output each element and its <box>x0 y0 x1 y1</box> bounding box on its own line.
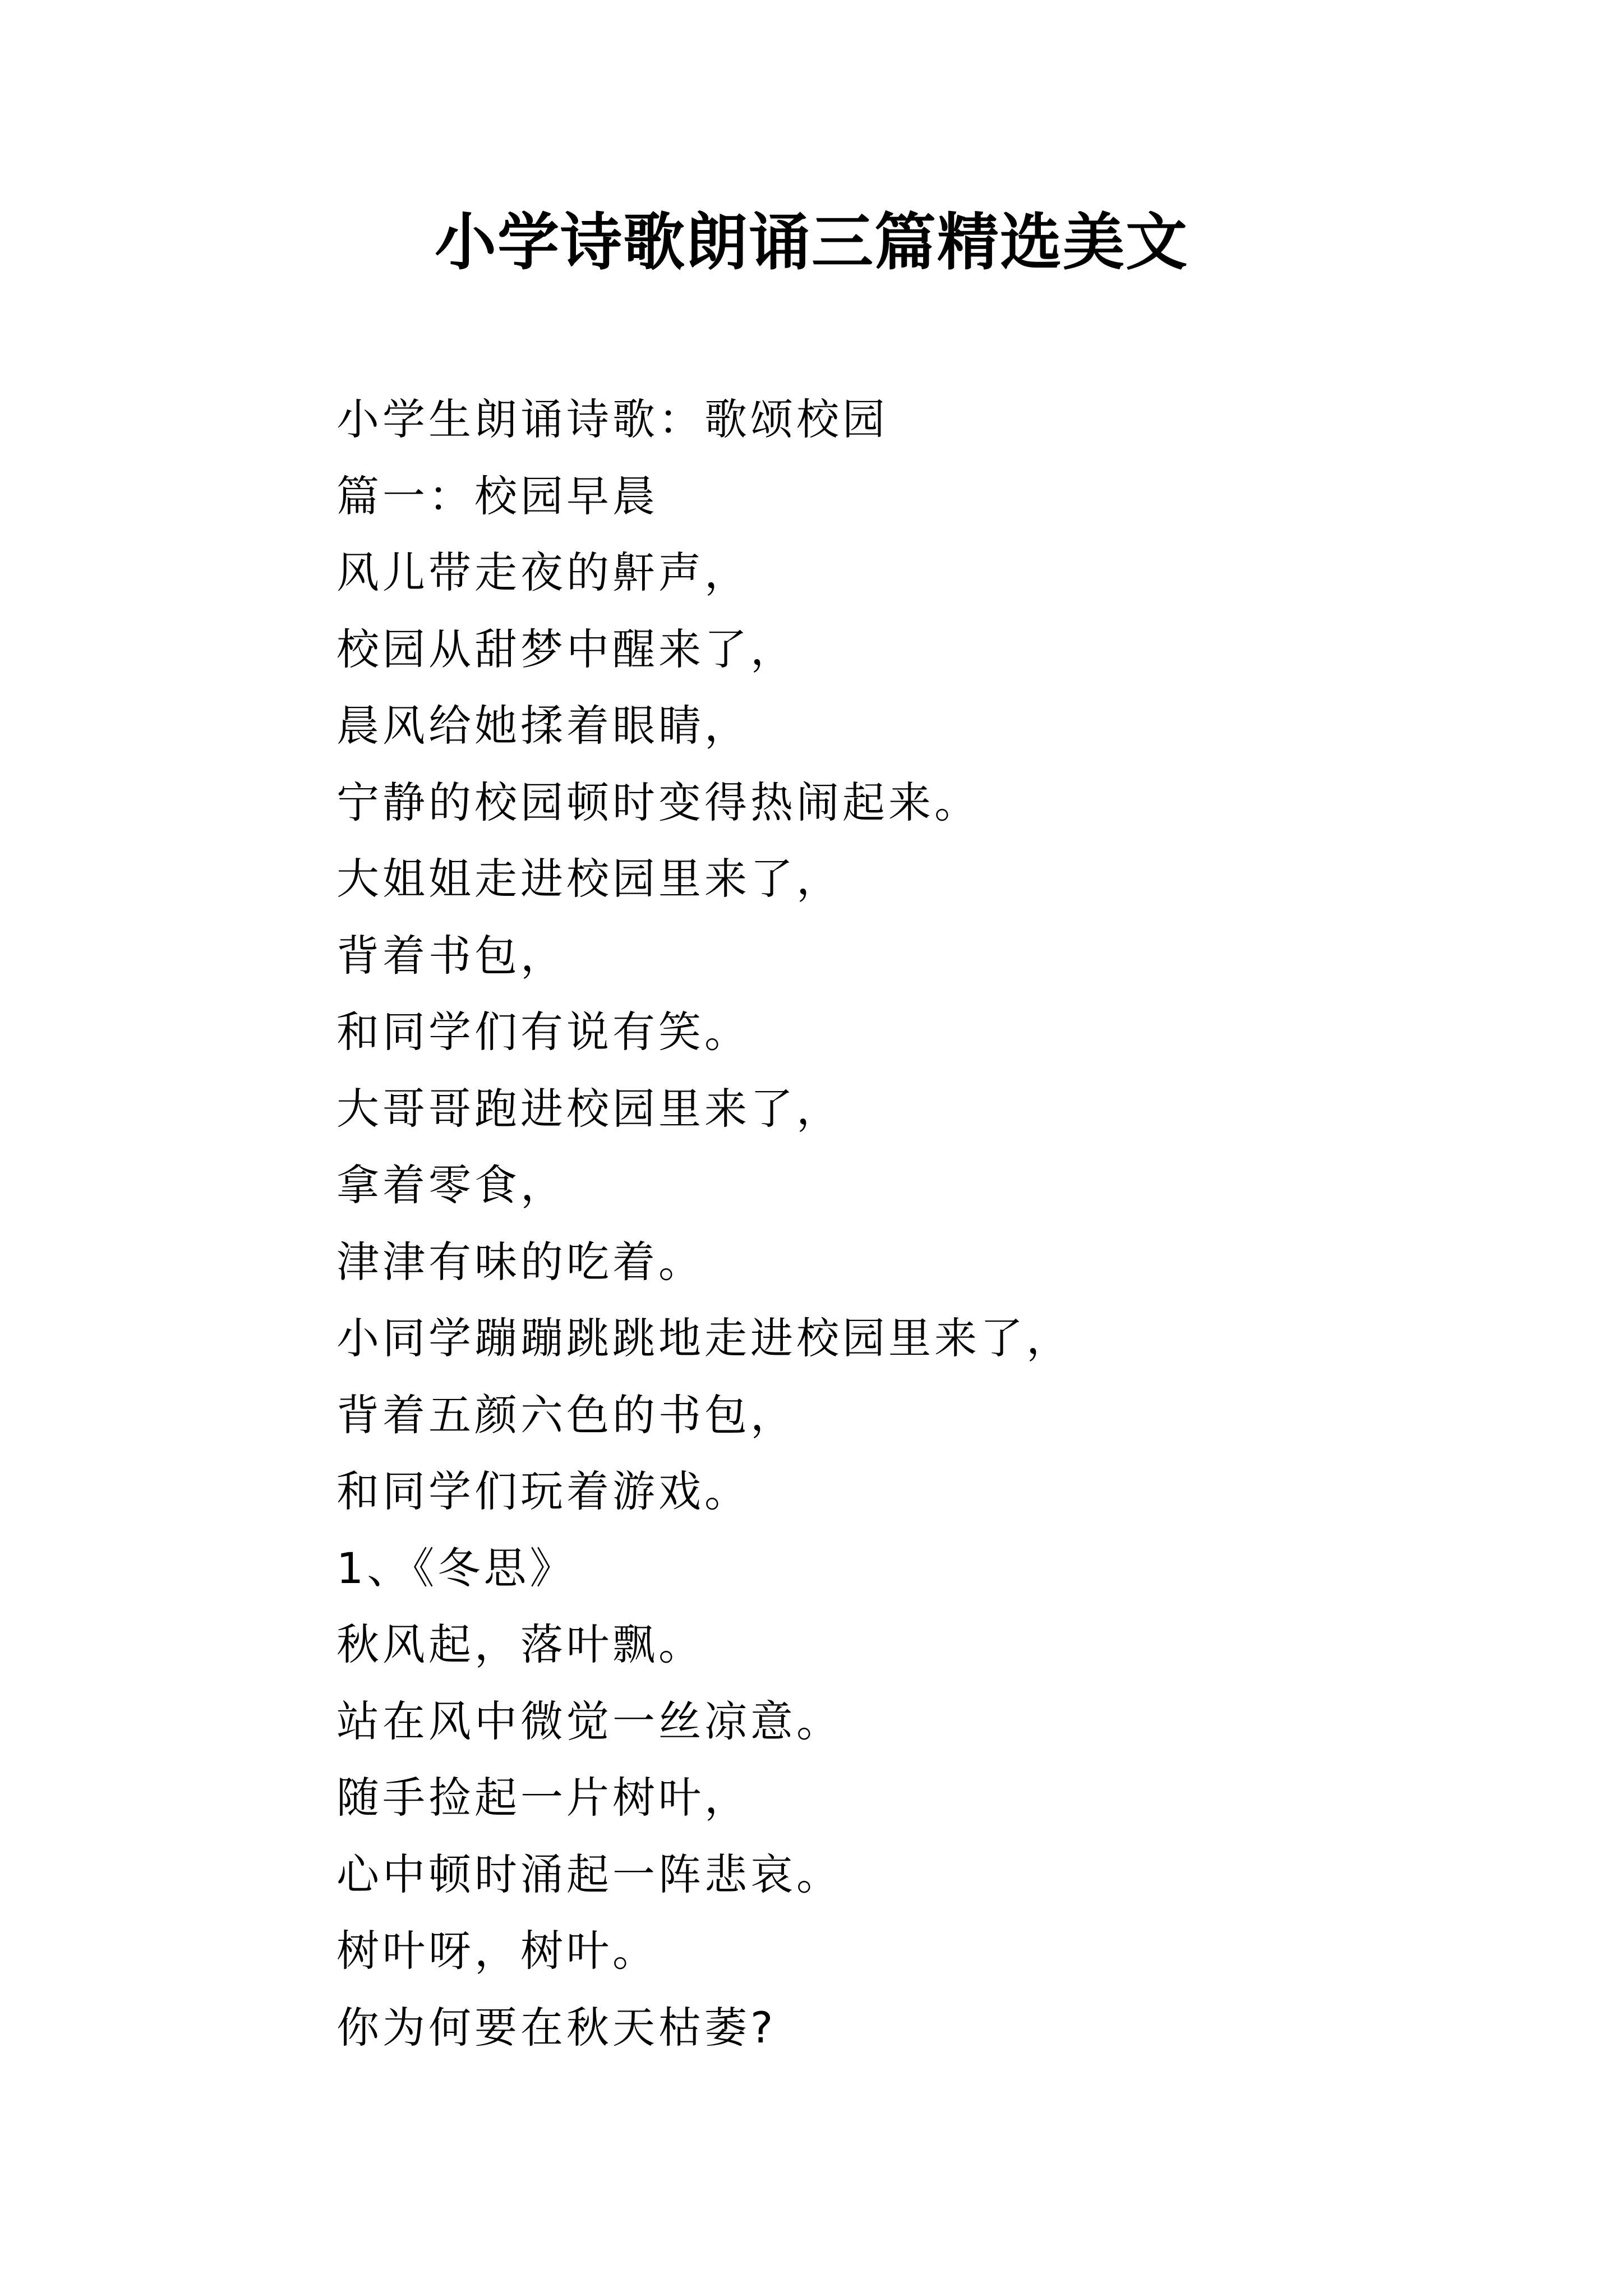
text-line: 风儿带走夜的鼾声， <box>336 547 750 597</box>
text-line: 站在风中微觉一丝凉意。 <box>336 1696 842 1746</box>
document-title: 小学诗歌朗诵三篇精选美文 <box>435 206 1188 278</box>
poem-body <box>336 381 1570 2066</box>
text-line: 树叶呀，树叶。 <box>336 1926 658 1976</box>
text-line: 篇一：校园早晨 <box>336 471 658 521</box>
text-line: 大姐姐走进校园里来了， <box>336 854 842 904</box>
text-line: 拿着零食， <box>336 1160 566 1210</box>
text-line: 随手捡起一片树叶， <box>336 1773 750 1823</box>
text-line: 背着书包， <box>336 930 566 981</box>
text-line: 秋风起，落叶飘。 <box>336 1619 704 1669</box>
text-line: 和同学们有说有笑。 <box>336 1007 750 1057</box>
text-line: 心中顿时涌起一阵悲哀。 <box>336 1849 842 1899</box>
text-line: 1、《冬思》 <box>336 1543 576 1593</box>
text-line: 校园从甜梦中醒来了， <box>336 624 796 674</box>
text-line: 津津有味的吃着。 <box>336 1236 704 1287</box>
text-line: 大哥哥跑进校园里来了， <box>336 1083 842 1134</box>
text-line: 你为何要在秋天枯萎? <box>336 2002 777 2053</box>
text-line: 晨风给她揉着眼睛， <box>336 701 750 751</box>
text-line: 和同学们玩着游戏。 <box>336 1466 750 1516</box>
text-line: 小同学蹦蹦跳跳地走进校园里来了， <box>336 1313 1072 1363</box>
text-line: 小学生朗诵诗歌：歌颂校园 <box>336 394 888 444</box>
text-line: 宁静的校园顿时变得热闹起来。 <box>336 777 980 827</box>
text-line: 背着五颜六色的书包， <box>336 1389 796 1440</box>
